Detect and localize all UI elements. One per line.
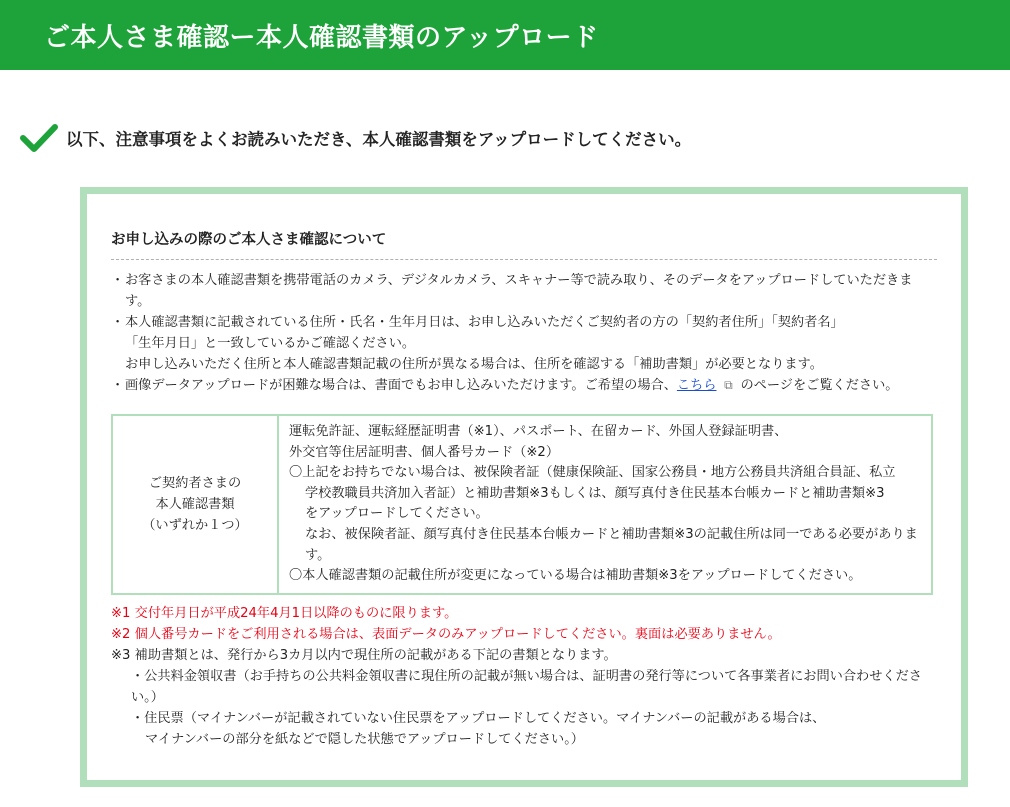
check-icon <box>20 123 58 153</box>
page-title: ご本人さま確認ー本人確認書類のアップロード <box>44 22 599 53</box>
table-row <box>112 415 932 594</box>
id-documents-table <box>111 414 933 595</box>
documents-list-cell: 運転免許証、運転経歴証明書（※1）、パスポート、在留カード、外国人登録証明書、 外交官等住居証明書、個人番号カード（※2） 〇上記をお持ちでない場合は、被保険者証（健康保険証、国家公務員・地方公務員共済組合員証、私立 学校教職員共済加入者証）と補助書類※3もしくは、顔写真付き住民基本台帳カードと補助書類※3 をアップロードしてください。 なお、被保険者証、顔写真付き住民基本台帳カードと補助書類※3の記載住所は同一である必要があります。 〇本人確認書類の記載住所が変更になっている場合は補助書類※3をアップロードしてください。 <box>278 415 932 594</box>
footnote-3: ※3 補助書類とは、発行から3カ月以内で現住所の記載がある下記の書類となります。 <box>111 647 617 663</box>
footnote-2: ※2 個人番号カードをご利用される場合は、表面データのみアップロードしてください。裏面は必要ありません。 <box>111 626 781 642</box>
lead-text: 以下、注意事項をよくお読みいただき、本人確認書類をアップロードしてください。 <box>66 130 692 149</box>
paper-application-link[interactable]: こちら <box>676 378 717 393</box>
external-window-icon: ⧉ <box>724 378 733 392</box>
notes-list <box>111 270 937 396</box>
list-item: ・ お客さまの本人確認書類を携帯電話のカメラ、デジタルカメラ、スキャナー等で読み取り、そのデータをアップロードしていただきます。 <box>111 273 913 309</box>
section-title: お申し込みの際のご本人さま確認について <box>111 232 387 248</box>
footnote-3-utility-receipt: ・公共料金領収書（お手持ちの公共料金領収書に現住所の記載が無い場合は、証明書の発行等について各事業者にお問い合わせください。） <box>131 668 922 705</box>
list-item: ・ 画像データアップロードが困難な場合は、書面でもお申し込みいただけます。ご希望の場合、こちら ⧉ のページをご覧ください。 <box>111 375 937 396</box>
list-item: ・ 本人確認書類に記載されている住所・氏名・生年月日は、お申し込みいただくご契約者の方の「契約者住所」「契約者名」 「生年月日」と一致しているかご確認ください。 お申し込みいただく住所と本人確認書類記載の住所が異なる場合は、住所を確認する「補助書類」が必要となります。 <box>111 315 844 372</box>
dashed-divider <box>111 259 937 260</box>
page-header <box>0 0 1010 70</box>
notice-panel <box>80 187 968 787</box>
footnote-3-resident-record: ・住民票（マイナンバーが記載されていない住民票をアップロードしてください。マイナンバーの記載がある場合は、 <box>131 710 826 726</box>
footnotes <box>111 603 937 750</box>
documents-label-cell: ご契約者さまの 本人確認書類 （いずれか１つ） <box>112 415 278 594</box>
footnote-3-resident-record-cont: マイナンバーの部分を紙などで隠した状態でアップロードしてください。） <box>145 731 584 747</box>
lead-instruction <box>20 123 691 153</box>
footnote-1: ※1 交付年月日が平成24年4月1日以降のものに限ります。 <box>111 605 458 621</box>
